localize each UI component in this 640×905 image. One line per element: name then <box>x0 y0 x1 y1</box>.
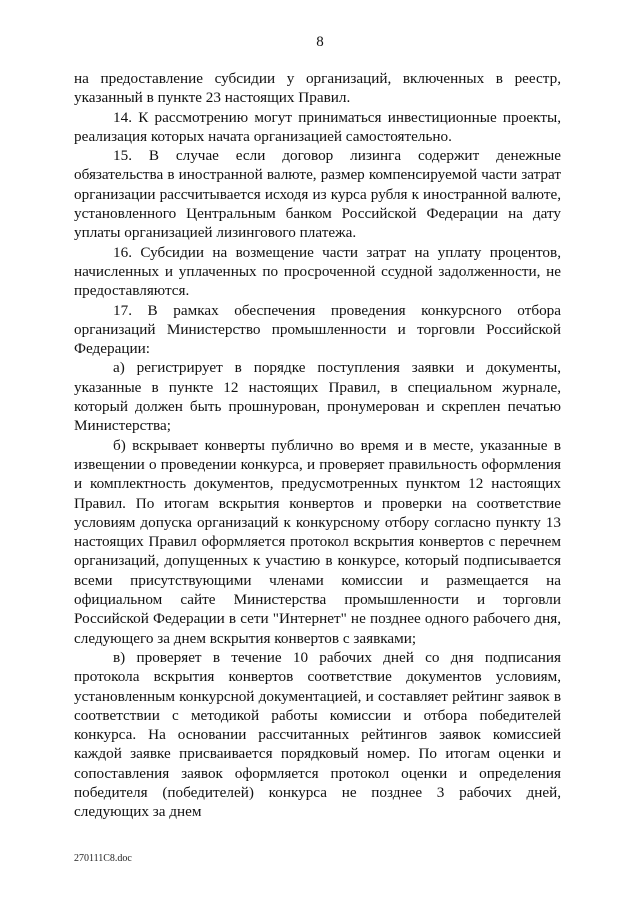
footer-filename: 270111C8.doc <box>74 853 132 864</box>
paragraph-17-a: а) регистрирует в порядке поступления заявки и документы, указанные в пункте 12 настоящих Правил, в специальном журнале, который должен быть прошнурован, пронумерован и скреплен печатью Министерства; <box>74 359 561 435</box>
paragraph-continuation: на предоставление субсидии у организаций, включенных в реестр, указанный в пункте 23 настоящих Правил. <box>74 70 561 107</box>
paragraph-17-v: в) проверяет в течение 10 рабочих дней со дня подписания протокола вскрытия конвертов соответствие документов условиям, установленным конкурсной документацией, и составляет рейтинг заявок в соответствии с методикой работы комиссии и отбора победителей конкурса. На основании рассчитанных рейтингов заявок комиссией каждой заявке присваивается порядковый номер. По итогам оценки и сопоставления заявок оформляется протокол оценки и определения победителя (победителей) конкурса не позднее 3 рабочих дней, следующих за днем <box>74 648 561 821</box>
page-number: 8 <box>316 34 324 50</box>
paragraph-14: 14. К рассмотрению могут приниматься инвестиционные проекты, реализация которых начата организацией самостоятельно. <box>74 108 561 145</box>
document-body <box>74 69 561 822</box>
paragraph-17: 17. В рамках обеспечения проведения конкурсного отбора организаций Министерство промышленности и торговли Российской Федерации: <box>74 301 561 358</box>
paragraph-17-b: б) вскрывает конверты публично во время и в месте, указанные в извещении о проведении конкурса, и проверяет правильность оформления и комплектность документов, предусмотренных пунктом 12 настоящих Правил. По итогам вскрытия конвертов и проверки на соответствие условиям допуска организаций к конкурсному отбору согласно пункту 13 настоящих Правил оформляется протокол вскрытия конвертов с перечнем организаций, допущенных к участию в конкурсе, который подписывается всеми присутствующими членами комиссии и размещается на официальном сайте Министерства промышленности и торговли Российской Федерации в сети "Интернет" не позднее одного рабочего дня, следующего за днем вскрытия конвертов с заявками; <box>74 436 561 647</box>
paragraph-15: 15. В случае если договор лизинга содержит денежные обязательства в иностранной валюте, размер компенсируемой части затрат организации рассчитывается исходя из курса рубля к иностранной валюте, установленного Центральным банком Российской Федерации на дату уплаты организацией лизингового платежа. <box>74 147 561 242</box>
paragraph-16: 16. Субсидии на возмещение части затрат на уплату процентов, начисленных и уплаченных по просроченной ссудной задолженности, не предоставляются. <box>74 243 561 300</box>
